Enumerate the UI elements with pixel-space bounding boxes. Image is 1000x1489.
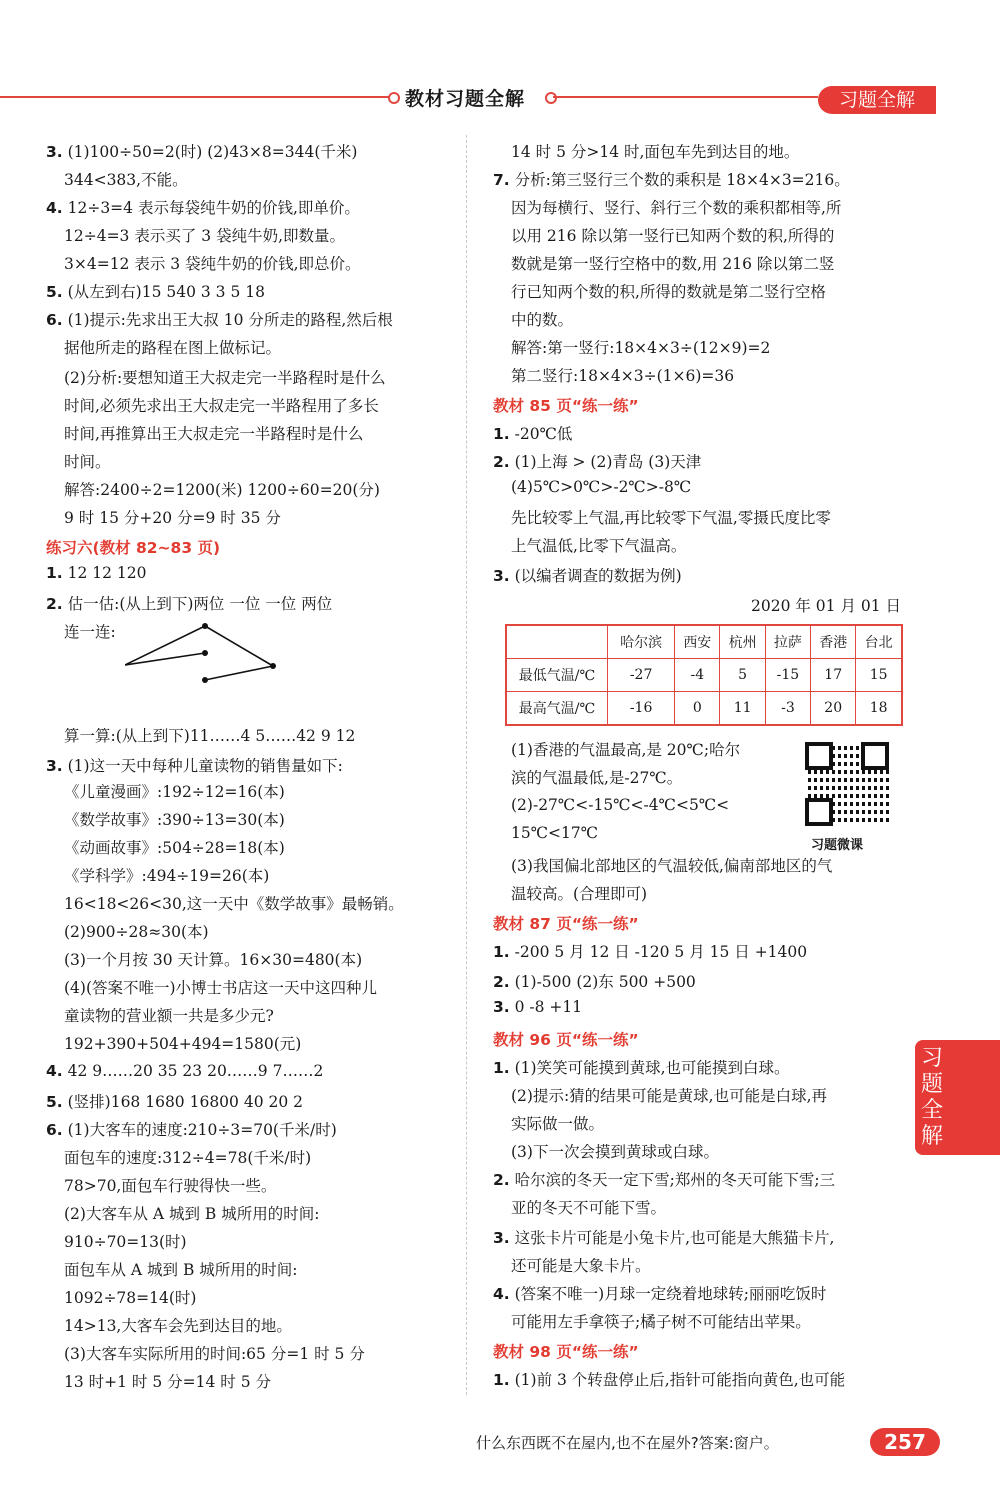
text-line: 《动画故事》:504÷28=18(本) (64, 839, 285, 857)
text-line: 2. (1)-500 (2)东 500 +500 (493, 973, 696, 991)
text-line: 3. 0 -8 +11 (493, 998, 583, 1016)
text-line: 2. 哈尔滨的冬天一定下雪;郑州的冬天可能下雪;三 (493, 1171, 836, 1189)
text-line: 3×4=12 表示 3 袋纯牛奶的价钱,即总价。 (64, 255, 361, 273)
text-line: 2020 年 01 月 01 日 (751, 597, 902, 615)
text-line: 解答:2400÷2=1200(米) 1200÷60=20(分) (64, 481, 380, 499)
column-divider (466, 135, 467, 1395)
table-cell: -16 (608, 692, 675, 726)
text-line: 13 时+1 时 5 分=14 时 5 分 (64, 1373, 271, 1391)
footer-riddle: 什么东西既不在屋内,也不在屋外?答案:窗户。 (476, 1434, 779, 1452)
text-line: 先比较零上气温,再比较零下气温,零摄氏度比零 (511, 509, 831, 527)
text-line: 实际做一做。 (511, 1115, 605, 1133)
table-row (506, 692, 902, 726)
text-line: (2)分析:要想知道王大叔走完一半路程时是什么 (64, 369, 386, 387)
header-rule-right (553, 96, 818, 98)
text-line: (3)我国偏北部地区的气温较低,偏南部地区的气 (511, 857, 833, 875)
text-line: 中的数。 (511, 311, 574, 329)
text-line: 5. (从左到右)15 540 3 3 5 18 (46, 283, 265, 301)
text-line: 据他所走的路程在图上做标记。 (64, 339, 282, 357)
text-line: 教材 96 页“练一练” (493, 1031, 639, 1049)
text-line: 4. 42 9……20 35 23 20……9 7……2 (46, 1062, 324, 1080)
text-line: 910÷70=13(时) (64, 1233, 187, 1251)
text-line: 教材 85 页“练一练” (493, 397, 639, 415)
text-line: 1. (1)笑笑可能摸到黄球,也可能摸到白球。 (493, 1059, 790, 1077)
text-line: (3)大客车实际所用的时间:65 分=1 时 5 分 (64, 1345, 365, 1363)
table-cell: -4 (675, 659, 720, 692)
text-line: 《数学故事》:390÷13=30(本) (64, 811, 285, 829)
text-line: 6. (1)大客车的速度:210÷3=70(千米/时) (46, 1121, 337, 1139)
table-cell: -3 (765, 692, 810, 726)
text-line: 1. -200 5 月 12 日 -120 5 月 15 日 +1400 (493, 943, 808, 961)
text-line: (2)提示:猜的结果可能是黄球,也可能是白球,再 (511, 1087, 828, 1105)
table-cell: 台北 (856, 625, 902, 659)
table-cell: 西安 (675, 625, 720, 659)
text-line: (2)大客车从 A 城到 B 城所用的时间: (64, 1205, 320, 1223)
text-line: 1092÷78=14(时) (64, 1289, 197, 1307)
text-line: 5. (竖排)168 1680 16800 40 20 2 (46, 1093, 303, 1111)
table-cell: 哈尔滨 (608, 625, 675, 659)
table-cell: 20 (811, 692, 856, 726)
text-line: 2. 估一估:(从上到下)两位 一位 一位 两位 (46, 595, 333, 613)
text-line: 1. (1)前 3 个转盘停止后,指针可能指向黄色,也可能 (493, 1371, 846, 1389)
table-cell: 杭州 (720, 625, 765, 659)
text-line: 可能用左手拿筷子;橘子树不可能结出苹果。 (511, 1313, 811, 1331)
table-cell: 18 (856, 692, 902, 726)
table-cell: 最低气温/℃ (506, 659, 608, 692)
table-cell: 最高气温/℃ (506, 692, 608, 726)
text-line: 时间,再推算出王大叔走完一半路程时是什么 (64, 425, 364, 443)
text-line: 第二竖行:18×4×3÷(1×6)=36 (511, 367, 735, 385)
table-header-row (506, 625, 902, 659)
text-line: 3. (1)100÷50=2(时) (2)43×8=344(千米) (46, 143, 358, 161)
header-rule-left (0, 96, 395, 98)
header-tag: 习题全解 (818, 86, 936, 114)
text-line: 16<18<26<30,这一天中《数学故事》最畅销。 (64, 895, 404, 913)
table-cell: -27 (608, 659, 675, 692)
text-line: 以用 216 除以第一竖行已知两个数的积,所得的 (511, 227, 835, 245)
text-line: (2)900÷28≈30(本) (64, 923, 209, 941)
text-line: 4. (答案不唯一)月球一定绕着地球转;丽丽吃饭时 (493, 1285, 827, 1303)
text-line: 教材 98 页“练一练” (493, 1343, 639, 1361)
text-line: 练习六(教材 82~83 页) (46, 539, 221, 557)
text-line: 解答:第一竖行:18×4×3÷(12×9)=2 (511, 339, 771, 357)
text-line: 面包车从 A 城到 B 城所用的时间: (64, 1261, 298, 1279)
text-line: 9 时 15 分+20 分=9 时 35 分 (64, 509, 281, 527)
table-cell: -15 (765, 659, 810, 692)
text-line: 14>13,大客车会先到达目的地。 (64, 1317, 292, 1335)
qr-code[interactable] (805, 742, 889, 826)
text-line: 1. -20℃低 (493, 425, 573, 443)
temperature-table (505, 624, 903, 726)
text-line: 面包车的速度:312÷4=78(千米/时) (64, 1149, 312, 1167)
table-cell: 11 (720, 692, 765, 726)
text-line: 数就是第一竖行空格中的数,用 216 除以第二竖 (511, 255, 835, 273)
text-line: 12÷4=3 表示买了 3 袋纯牛奶,即数量。 (64, 227, 345, 245)
matching-lines (125, 620, 285, 690)
table-cell: 17 (811, 659, 856, 692)
text-line: 因为每横行、竖行、斜行三个数的乘积都相等,所 (511, 199, 842, 217)
text-line: 教材 87 页“练一练” (493, 915, 639, 933)
text-line: (1)香港的气温最高,是 20℃;哈尔 (511, 741, 741, 759)
text-line: 192+390+504+494=1580(元) (64, 1035, 302, 1053)
table-cell: 香港 (811, 625, 856, 659)
text-line: 4. 12÷3=4 表示每袋纯牛奶的价钱,即单价。 (46, 199, 360, 217)
text-line: 行已知两个数的积,所得的数就是第二竖行空格 (511, 283, 826, 301)
text-line: (3)一个月按 30 天计算。16×30=480(本) (64, 951, 363, 969)
side-tab-label: 习题全解 (921, 1046, 944, 1149)
text-line: 还可能是大象卡片。 (511, 1257, 651, 1275)
text-line: (4)(答案不唯一)小博士书店这一天中这四种儿 (64, 979, 378, 997)
table-row (506, 659, 902, 692)
table-cell: 拉萨 (765, 625, 810, 659)
text-line: 78>70,面包车行驶得快一些。 (64, 1177, 277, 1195)
text-line: 上气温低,比零下气温高。 (511, 537, 687, 555)
text-line: 温较高。(合理即可) (511, 885, 648, 903)
header-dot-right (545, 92, 557, 104)
header-dot-left (388, 92, 400, 104)
text-line: 344<383,不能。 (64, 171, 188, 189)
text-line: 童读物的营业额一共是多少元? (64, 1007, 274, 1025)
table-cell: 5 (720, 659, 765, 692)
text-line: 连一连: (64, 623, 116, 641)
side-tab (915, 1040, 1000, 1155)
text-line: 滨的气温最低,是-27℃。 (511, 769, 683, 787)
text-line: 3. (以编者调查的数据为例) (493, 567, 682, 585)
text-line: 《儿童漫画》:192÷12=16(本) (64, 783, 285, 801)
page-number: 257 (870, 1428, 940, 1456)
text-line: 《学科学》:494÷19=26(本) (64, 867, 270, 885)
text-line: 时间。 (64, 453, 111, 471)
text-line: (2)-27℃<-15℃<-4℃<5℃< (511, 796, 730, 814)
page-header (0, 82, 1000, 122)
text-line: 14 时 5 分>14 时,面包车先到达目的地。 (511, 143, 800, 161)
text-line: (4)5℃>0℃>-2℃>-8℃ (511, 478, 692, 496)
text-line: 算一算:(从上到下)11……4 5……42 9 12 (64, 727, 356, 745)
header-title: 教材习题全解 (405, 88, 526, 110)
qr-label: 习题微课 (811, 838, 864, 853)
table-cell: 15 (856, 659, 902, 692)
text-line: 2. (1)上海 > (2)青岛 (3)天津 (493, 453, 702, 471)
text-line: (3)下一次会摸到黄球或白球。 (511, 1143, 719, 1161)
text-line: 3. 这张卡片可能是小兔卡片,也可能是大熊猫卡片, (493, 1229, 835, 1247)
text-line: 亚的冬天不可能下雪。 (511, 1199, 667, 1217)
text-line: 3. (1)这一天中每种儿童读物的销售量如下: (46, 757, 343, 775)
text-line: 1. 12 12 120 (46, 564, 147, 582)
text-line: 15℃<17℃ (511, 824, 599, 842)
text-line: 时间,必须先求出王大叔走完一半路程用了多长 (64, 397, 379, 415)
table-cell: 0 (675, 692, 720, 726)
text-line: 6. (1)提示:先求出王大叔 10 分所走的路程,然后根 (46, 311, 393, 329)
text-line: 7. 分析:第三竖行三个数的乘积是 18×4×3=216。 (493, 171, 850, 189)
table-cell (506, 625, 608, 659)
